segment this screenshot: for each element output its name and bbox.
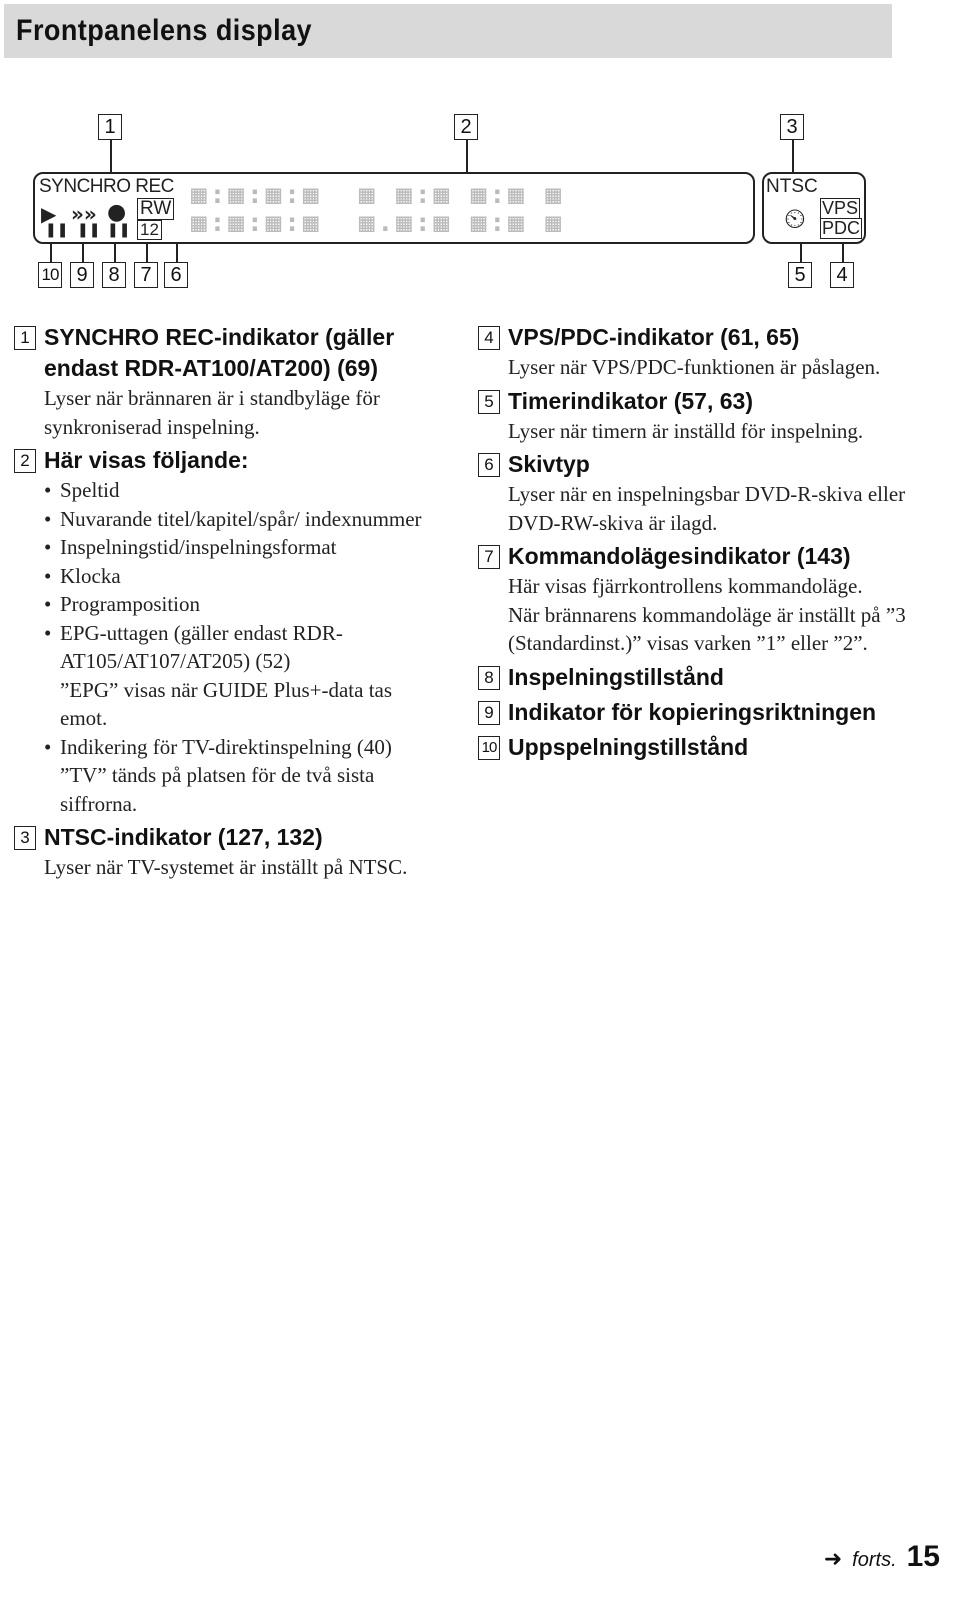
- pause-icon: ❚❚: [45, 222, 69, 238]
- item-title: Skivtyp: [508, 451, 590, 477]
- callout-8: 8: [102, 262, 126, 288]
- bullet-item: [44, 733, 444, 819]
- item-text: Lyser när timern är inställd för inspelning.: [508, 418, 864, 443]
- item-text: När brännarens kommandoläge är inställt på ”3 (Standardinst.)” visas varken ”1” eller ”2”.: [508, 602, 906, 655]
- list-item: [20, 445, 444, 818]
- item-number: 1: [14, 326, 36, 350]
- item-text: Här visas fjärrkontrollens kommandoläge.: [508, 574, 863, 598]
- record-icon: ●: [107, 200, 127, 225]
- page-footer: [824, 1540, 940, 1574]
- copy-direction-icon: »»: [71, 202, 97, 226]
- list-item: [484, 386, 908, 446]
- bullet-item: [44, 533, 444, 562]
- bullet-text: Klocka: [60, 563, 121, 588]
- item-text: Lyser när TV-systemet är inställt på NTSC.: [44, 855, 408, 879]
- page-number: 15: [906, 1540, 940, 1573]
- arrow-right-icon: ➜: [823, 1547, 843, 1572]
- list-item: [484, 322, 908, 382]
- bullet-text: EPG-uttagen (gäller endast RDR-AT105/AT107/AT205) (52): [60, 620, 343, 673]
- front-panel-diagram: [0, 100, 960, 300]
- bullet-text: Programposition: [60, 592, 200, 616]
- pause-icon: ❚❚: [77, 222, 101, 238]
- list-item: [484, 541, 908, 658]
- item-title: Indikator för kopieringsriktningen: [508, 698, 877, 725]
- item-title: Uppspelningstillstånd: [508, 733, 749, 760]
- list-item: [484, 662, 908, 693]
- pdc-label: PDC: [822, 218, 861, 238]
- bullet-text: Speltid: [60, 478, 120, 502]
- list-item: [484, 449, 908, 537]
- bullet-item: [44, 590, 444, 619]
- item-number: 3: [14, 826, 36, 850]
- command-mode-label: 12: [137, 220, 162, 240]
- bullet-item: [44, 476, 444, 505]
- leader-line: [842, 242, 844, 264]
- item-title: Här visas följande:: [44, 447, 249, 473]
- bullet-text: Nuvarande titel/kapitel/spår/ indexnummer: [60, 506, 422, 531]
- pause-icon: ❚❚: [107, 222, 131, 238]
- rw-label: RW: [137, 198, 174, 220]
- list-item: [484, 697, 908, 728]
- play-icon: ▶: [41, 202, 57, 226]
- item-title: Inspelningstillstånd: [508, 663, 724, 690]
- callout-7: 7: [134, 262, 158, 288]
- synchro-rec-label: SYNCHRO REC: [39, 176, 174, 197]
- item-number: 6: [478, 453, 500, 477]
- timer-icon: ⏲: [784, 202, 806, 235]
- item-title: Timerindikator (57, 63): [508, 387, 753, 414]
- callout-4: 4: [830, 262, 854, 288]
- bullet-list: [44, 476, 444, 818]
- leader-line: [114, 242, 116, 264]
- bullet-note: ”EPG” visas när GUIDE Plus+-data tas emot.: [60, 677, 393, 730]
- item-title: NTSC-indikator (127, 132): [44, 824, 323, 850]
- callout-2: 2: [454, 114, 478, 140]
- callout-5: 5: [788, 262, 812, 288]
- bullet-note: ”TV” tänds på platsen för de två sista siffrorna.: [60, 763, 375, 816]
- item-title: VPS/PDC-indikator (61, 65): [508, 324, 800, 350]
- leader-line: [466, 140, 468, 174]
- bullet-item: [44, 562, 444, 591]
- leader-line: [800, 242, 802, 264]
- segment-display: ▦:▦:▦:▦ ▦.▦:▦ ▦:▦ ▦: [191, 208, 565, 238]
- section-header: [4, 4, 892, 58]
- ntsc-label: NTSC: [766, 176, 818, 197]
- continued-label: forts.: [852, 1549, 897, 1571]
- callout-9: 9: [70, 262, 94, 288]
- item-text: Lyser när brännaren är i standbyläge för synkroniserad inspelning.: [44, 386, 380, 439]
- callout-3: 3: [780, 114, 804, 140]
- ntsc-panel: [762, 172, 866, 244]
- item-number: 8: [478, 666, 500, 690]
- leader-line: [146, 242, 148, 264]
- callout-1: 1: [98, 114, 122, 140]
- page-title: Frontpanelens display: [16, 14, 313, 47]
- segment-display: ▦:▦:▦:▦ ▦ ▦:▦ ▦:▦ ▦: [191, 180, 565, 210]
- leader-line: [82, 242, 84, 264]
- leader-line: [110, 140, 112, 174]
- list-item: [481, 732, 908, 763]
- leader-line: [792, 140, 794, 174]
- bullet-text: Indikering för TV-direktinspelning (40): [60, 734, 392, 759]
- bullet-text: Inspelningstid/inspelningsformat: [60, 535, 337, 559]
- bullet-item: [44, 619, 444, 733]
- callout-6: 6: [164, 262, 188, 288]
- item-title: Kommandolägesindikator (143): [508, 543, 851, 569]
- item-title: SYNCHRO REC-indikator (gäller endast RDR-AT100/AT200) (69): [44, 324, 395, 381]
- lcd-panel: [33, 172, 755, 244]
- bullet-item: [44, 505, 444, 534]
- leader-line: [176, 242, 178, 264]
- item-number: 7: [478, 545, 500, 569]
- leader-line: [50, 242, 52, 264]
- item-number: 9: [478, 701, 500, 725]
- item-number: 2: [14, 449, 36, 473]
- callout-10: 10: [38, 262, 62, 288]
- right-column: [481, 322, 908, 767]
- item-number: 4: [478, 326, 500, 350]
- list-item: [20, 322, 444, 441]
- item-number: 10: [478, 736, 500, 760]
- list-item: [20, 822, 444, 882]
- left-column: [20, 322, 444, 886]
- item-number: 5: [478, 390, 500, 414]
- item-text: Lyser när VPS/PDC-funktionen är påslagen.: [508, 355, 881, 379]
- item-text: Lyser när en inspelningsbar DVD-R-skiva eller DVD-RW-skiva är ilagd.: [508, 482, 906, 535]
- vps-label: VPS: [822, 198, 859, 218]
